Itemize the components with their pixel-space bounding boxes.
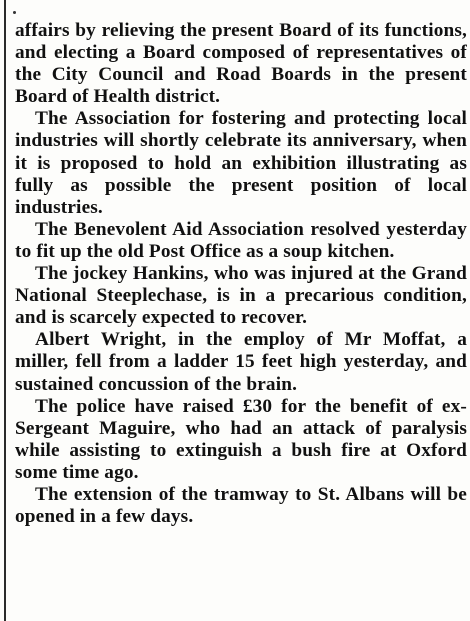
paragraph-albert-wright: Albert Wright, in the employ of Mr Moffat, a miller, fell from a ladder 15 feet high yesterday, and sustained concussion of the brain.	[15, 329, 467, 395]
paragraph-board-of-health: affairs by relieving the present Board of its functions, and electing a Board composed of representatives of the City Council and Road Boards in the present Board of Health district.	[15, 20, 467, 108]
news-column	[15, 20, 467, 528]
paragraph-tramway-extension: The extension of the tramway to St. Albans will be opened in a few days.	[15, 483, 467, 528]
paragraph-benevolent-aid: The Benevolent Aid Association resolved yesterday to fit up the old Post Office as a soup kitchen.	[15, 218, 467, 262]
paragraph-sergeant-maguire: The police have raised £30 for the benefit of ex-Sergeant Maguire, who had an attack of paralysis while assisting to extinguish a bush fire at Oxford some time ago.	[15, 395, 467, 483]
paragraph-jockey-hankins: The jockey Hankins, who was injured at the Grand National Steeplechase, is in a precarious condition, and is scarcely expected to recover.	[15, 263, 467, 329]
column-rule	[4, 0, 6, 621]
paragraph-local-industries: The Association for fostering and protecting local industries will shortly celebrate its anniversary, when it is proposed to hold an exhibition illustrating as fully as possible the present position of local industries.	[15, 108, 467, 218]
ink-speck	[13, 11, 16, 14]
